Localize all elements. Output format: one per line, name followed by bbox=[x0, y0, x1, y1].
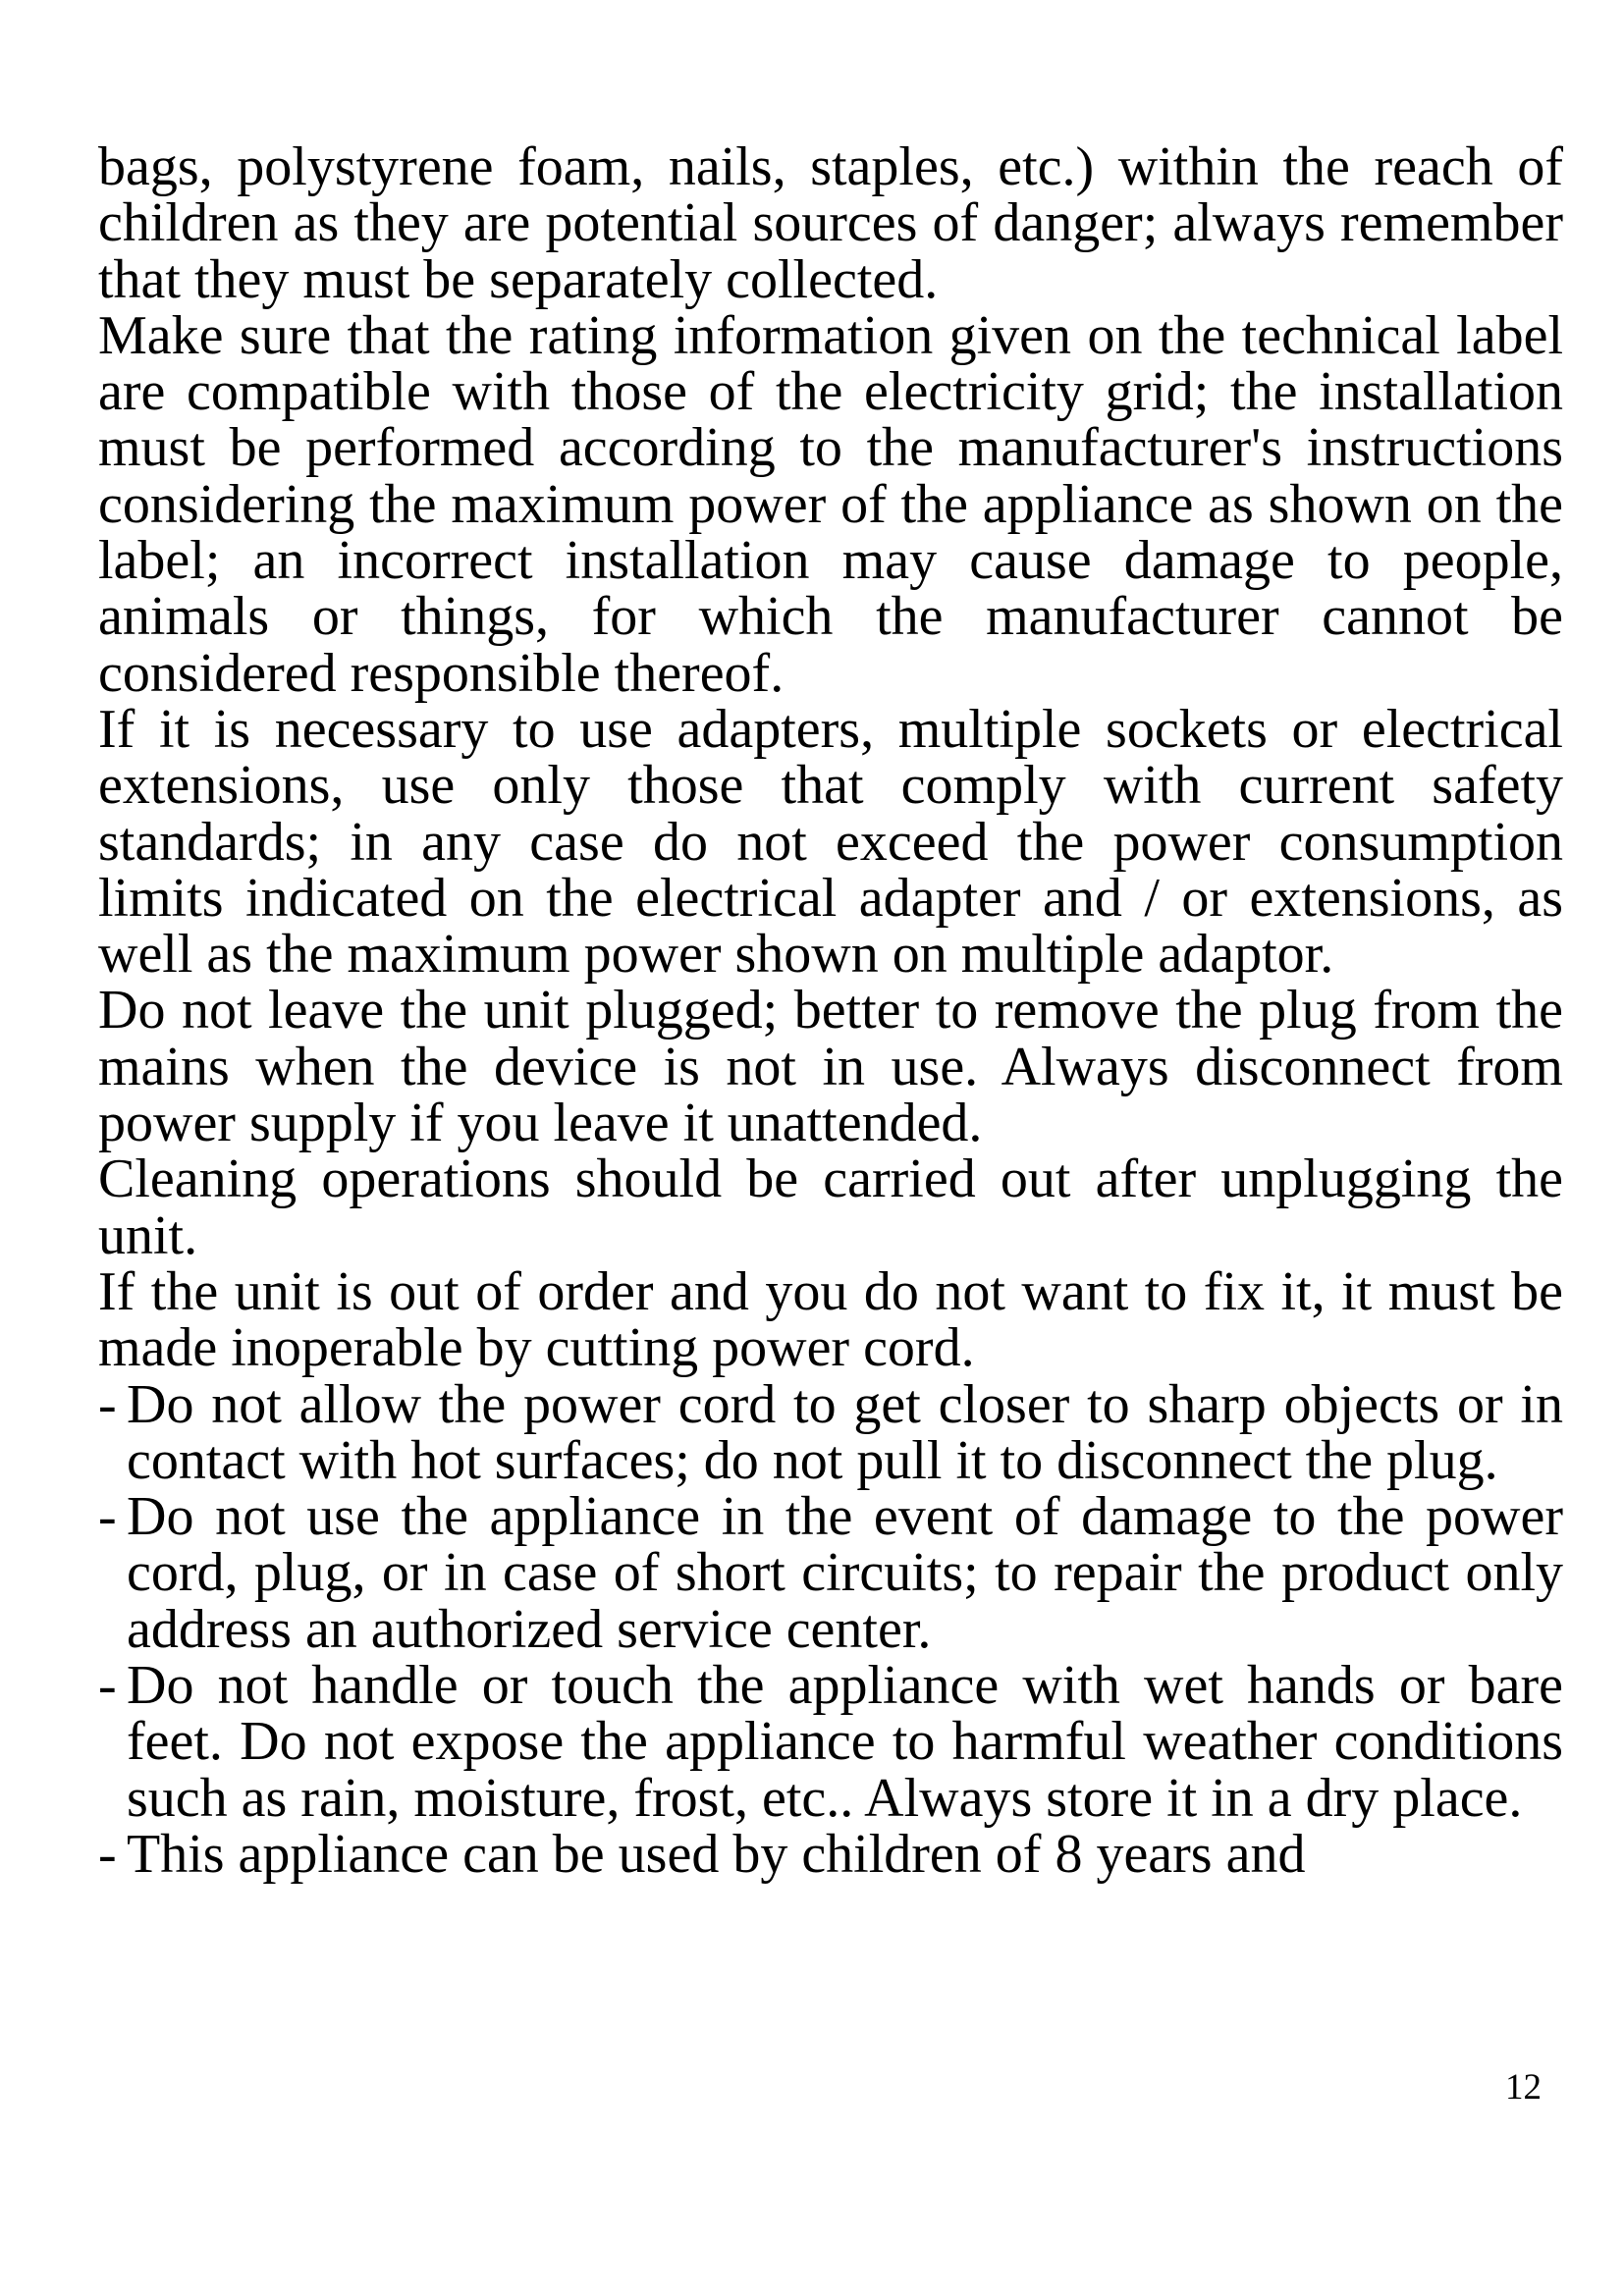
bullet-item-children bbox=[98, 1823, 1563, 1885]
bullet-text: Do not allow the power cord to get closer to sharp objects or in contact with hot surfaces; do not pull it to disconnect the plug. bbox=[127, 1373, 1563, 1491]
bullet-text: Do not handle or touch the appliance with wet hands or bare feet. Do not expose the appliance to harmful weather conditions such as rain, moisture, frost, etc.. Always store it in a dry place. bbox=[127, 1655, 1563, 1829]
paragraph-out-of-order: If the unit is out of order and you do not want to fix it, it must be made inoperable by cutting power cord. bbox=[98, 1260, 1563, 1379]
bullet-item-damage bbox=[98, 1486, 1563, 1660]
document-body bbox=[98, 136, 1563, 1885]
bullet-item-power-cord bbox=[98, 1373, 1563, 1491]
bullet-item-wet-hands bbox=[98, 1655, 1563, 1829]
bullet-dash: - bbox=[98, 1373, 117, 1435]
paragraph-unplug-unit: Do not leave the unit plugged; better to remove the plug from the mains when the device is not in use. Always disconnect from power supply if you leave it unattended. bbox=[98, 980, 1563, 1154]
bullet-dash: - bbox=[98, 1823, 117, 1885]
paragraph-cleaning: Cleaning operations should be carried out after unplugging the unit. bbox=[98, 1148, 1563, 1266]
paragraph-adapters: If it is necessary to use adapters, multiple sockets or electrical extensions, use only those that comply with current safety standards; in any case do not exceed the power consumption limits indicated on the electrical adapter and / or extensions, as well as the maximum power shown on multiple adaptor. bbox=[98, 698, 1563, 986]
paragraph-packaging-warning: bags, polystyrene foam, nails, staples, etc.) within the reach of children as they are potential sources of danger; always remember that they must be separately collected. bbox=[98, 136, 1563, 310]
bullet-dash: - bbox=[98, 1486, 117, 1548]
bullet-text: This appliance can be used by children of 8 years and bbox=[127, 1823, 1306, 1885]
bullet-text: Do not use the appliance in the event of damage to the power cord, plug, or in case of short circuits; to repair the product only address an authorized service center. bbox=[127, 1486, 1563, 1660]
paragraph-rating-information: Make sure that the rating information given on the technical label are compatible with those of the electricity grid; the installation must be performed according to the manufacturer's instructions considering the maximum power of the appliance as shown on the label; an incorrect installation may cause damage to people, animals or things, for which the manufacturer cannot be considered responsible thereof. bbox=[98, 304, 1563, 704]
bullet-dash: - bbox=[98, 1655, 117, 1717]
page-number: 12 bbox=[1505, 2067, 1542, 2108]
